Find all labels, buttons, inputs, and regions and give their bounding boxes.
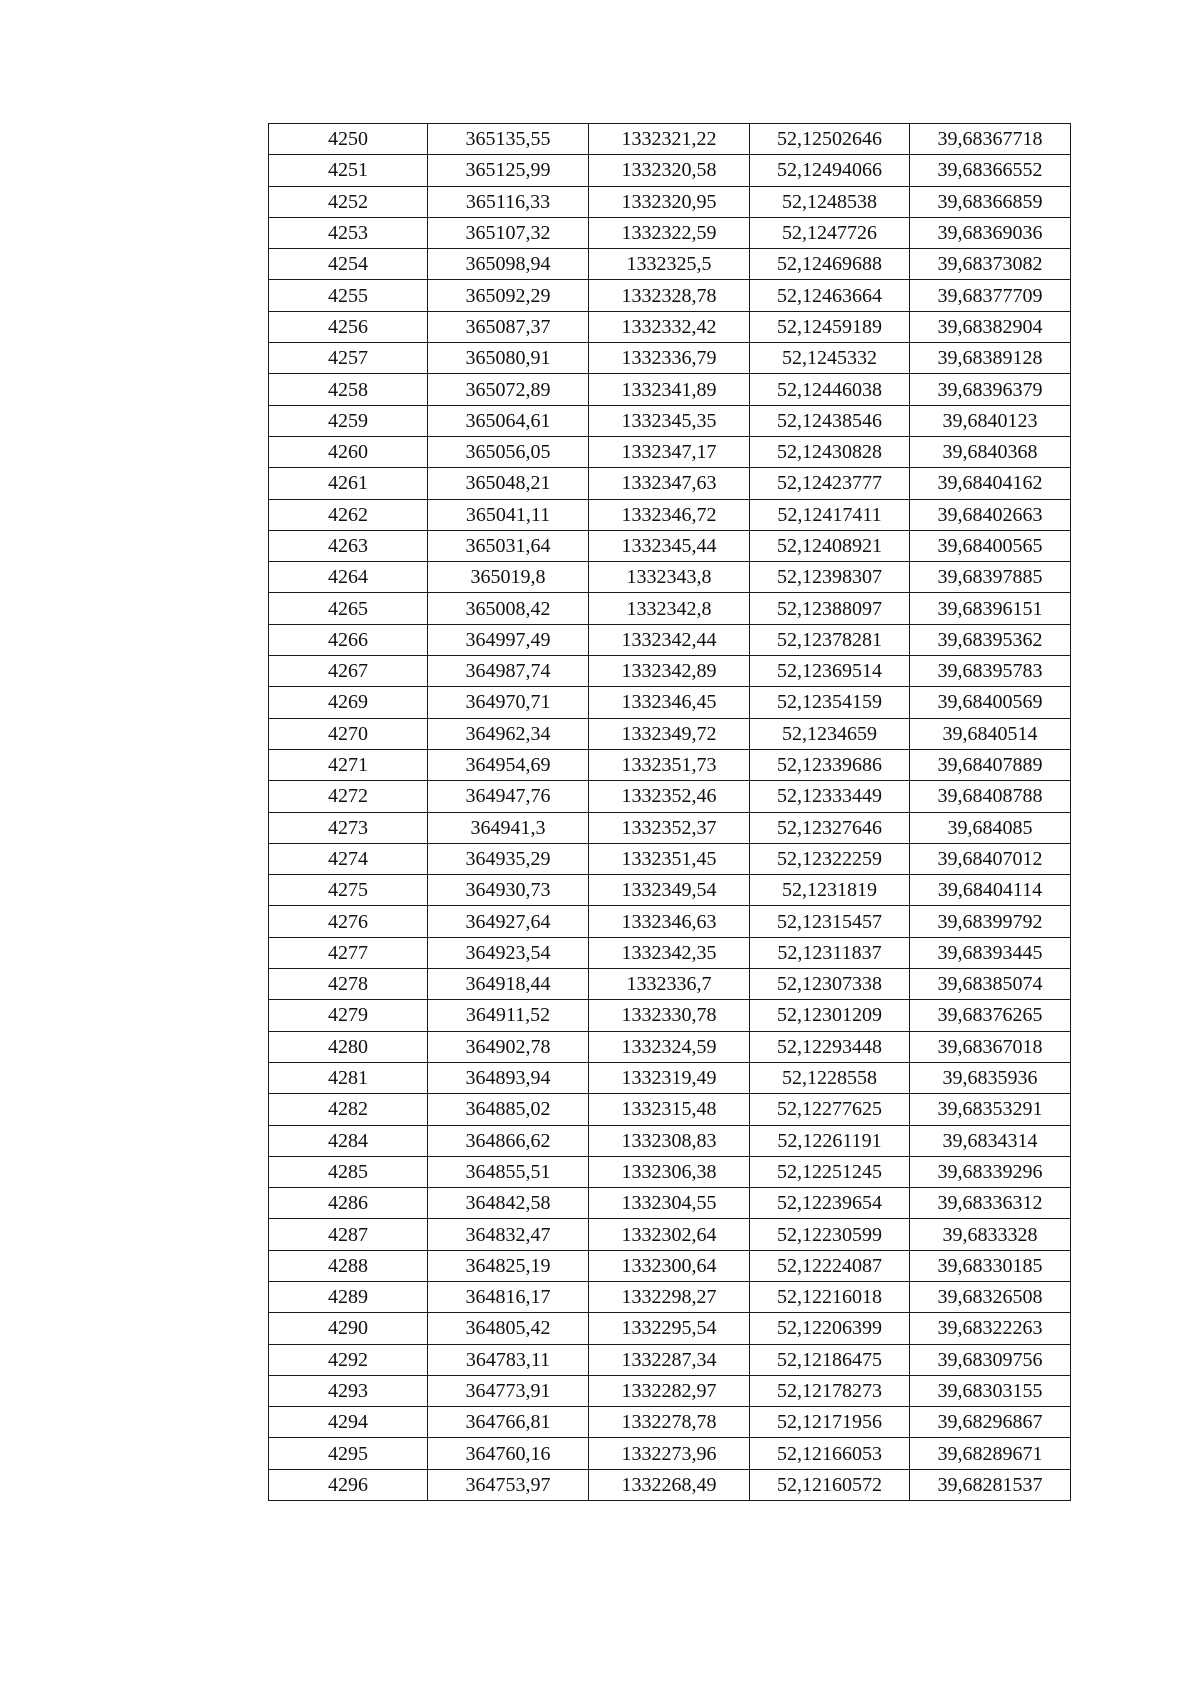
table-row [269,530,1071,561]
y-coordinate-cell: 1332345,35 [589,405,750,436]
table-row [269,374,1071,405]
latitude-cell: 52,12388097 [750,593,910,624]
table-row [269,843,1071,874]
latitude-cell: 52,12186475 [750,1344,910,1375]
point-number-cell: 4285 [269,1156,428,1187]
y-coordinate-cell: 1332315,48 [589,1094,750,1125]
point-number-cell: 4256 [269,311,428,342]
table-row [269,280,1071,311]
y-coordinate-cell: 1332273,96 [589,1438,750,1469]
point-number-cell: 4265 [269,593,428,624]
y-coordinate-cell: 1332349,72 [589,718,750,749]
latitude-cell: 52,12230599 [750,1219,910,1250]
x-coordinate-cell: 365125,99 [428,155,589,186]
x-coordinate-cell: 364753,97 [428,1469,589,1500]
point-number-cell: 4250 [269,124,428,155]
x-coordinate-cell: 364918,44 [428,969,589,1000]
point-number-cell: 4270 [269,718,428,749]
longitude-cell: 39,68408788 [910,781,1071,812]
y-coordinate-cell: 1332343,8 [589,562,750,593]
latitude-cell: 52,12494066 [750,155,910,186]
point-number-cell: 4281 [269,1062,428,1093]
y-coordinate-cell: 1332320,58 [589,155,750,186]
x-coordinate-cell: 364970,71 [428,687,589,718]
x-coordinate-cell: 365064,61 [428,405,589,436]
x-coordinate-cell: 365098,94 [428,249,589,280]
latitude-cell: 52,12239654 [750,1188,910,1219]
point-number-cell: 4277 [269,937,428,968]
table-row [269,1281,1071,1312]
point-number-cell: 4284 [269,1125,428,1156]
x-coordinate-cell: 364935,29 [428,843,589,874]
point-number-cell: 4296 [269,1469,428,1500]
point-number-cell: 4286 [269,1188,428,1219]
table-row [269,155,1071,186]
x-coordinate-cell: 364930,73 [428,875,589,906]
table-row [269,1062,1071,1093]
point-number-cell: 4263 [269,530,428,561]
x-coordinate-cell: 365092,29 [428,280,589,311]
latitude-cell: 52,12369514 [750,656,910,687]
y-coordinate-cell: 1332352,46 [589,781,750,812]
point-number-cell: 4255 [269,280,428,311]
latitude-cell: 52,12339686 [750,749,910,780]
point-number-cell: 4293 [269,1375,428,1406]
longitude-cell: 39,68389128 [910,343,1071,374]
longitude-cell: 39,6835936 [910,1062,1071,1093]
table-row [269,249,1071,280]
table-row [269,937,1071,968]
y-coordinate-cell: 1332345,44 [589,530,750,561]
latitude-cell: 52,12378281 [750,624,910,655]
y-coordinate-cell: 1332319,49 [589,1062,750,1093]
longitude-cell: 39,68373082 [910,249,1071,280]
table-row [269,499,1071,530]
table-row [269,1031,1071,1062]
y-coordinate-cell: 1332332,42 [589,311,750,342]
y-coordinate-cell: 1332349,54 [589,875,750,906]
table-row [269,186,1071,217]
x-coordinate-cell: 365048,21 [428,468,589,499]
longitude-cell: 39,6840514 [910,718,1071,749]
y-coordinate-cell: 1332351,45 [589,843,750,874]
latitude-cell: 52,1234659 [750,718,910,749]
point-number-cell: 4253 [269,217,428,248]
y-coordinate-cell: 1332342,89 [589,656,750,687]
point-number-cell: 4264 [269,562,428,593]
latitude-cell: 52,12224087 [750,1250,910,1281]
longitude-cell: 39,68366859 [910,186,1071,217]
x-coordinate-cell: 365087,37 [428,311,589,342]
point-number-cell: 4274 [269,843,428,874]
x-coordinate-cell: 364893,94 [428,1062,589,1093]
y-coordinate-cell: 1332306,38 [589,1156,750,1187]
x-coordinate-cell: 364947,76 [428,781,589,812]
table-row [269,1344,1071,1375]
latitude-cell: 52,12502646 [750,124,910,155]
longitude-cell: 39,68400565 [910,530,1071,561]
x-coordinate-cell: 364766,81 [428,1407,589,1438]
point-number-cell: 4276 [269,906,428,937]
point-number-cell: 4289 [269,1281,428,1312]
x-coordinate-cell: 365019,8 [428,562,589,593]
table-row [269,1375,1071,1406]
x-coordinate-cell: 364805,42 [428,1313,589,1344]
table-row [269,468,1071,499]
latitude-cell: 52,12307338 [750,969,910,1000]
x-coordinate-cell: 364825,19 [428,1250,589,1281]
x-coordinate-cell: 364760,16 [428,1438,589,1469]
latitude-cell: 52,12322259 [750,843,910,874]
x-coordinate-cell: 365041,11 [428,499,589,530]
y-coordinate-cell: 1332346,72 [589,499,750,530]
table-row [269,593,1071,624]
longitude-cell: 39,68393445 [910,937,1071,968]
longitude-cell: 39,68369036 [910,217,1071,248]
longitude-cell: 39,68397885 [910,562,1071,593]
longitude-cell: 39,68330185 [910,1250,1071,1281]
point-number-cell: 4269 [269,687,428,718]
x-coordinate-cell: 364816,17 [428,1281,589,1312]
longitude-cell: 39,68399792 [910,906,1071,937]
x-coordinate-cell: 364902,78 [428,1031,589,1062]
latitude-cell: 52,12417411 [750,499,910,530]
point-number-cell: 4262 [269,499,428,530]
longitude-cell: 39,68322263 [910,1313,1071,1344]
x-coordinate-cell: 365116,33 [428,186,589,217]
longitude-cell: 39,6840123 [910,405,1071,436]
table-row [269,405,1071,436]
longitude-cell: 39,68377709 [910,280,1071,311]
y-coordinate-cell: 1332298,27 [589,1281,750,1312]
longitude-cell: 39,68404114 [910,875,1071,906]
latitude-cell: 52,1247726 [750,217,910,248]
table-row [269,1125,1071,1156]
point-number-cell: 4272 [269,781,428,812]
longitude-cell: 39,68336312 [910,1188,1071,1219]
table-row [269,687,1071,718]
x-coordinate-cell: 364987,74 [428,656,589,687]
longitude-cell: 39,68281537 [910,1469,1071,1500]
x-coordinate-cell: 364832,47 [428,1219,589,1250]
latitude-cell: 52,12166053 [750,1438,910,1469]
table-row [269,1469,1071,1500]
table-row [269,1219,1071,1250]
latitude-cell: 52,1245332 [750,343,910,374]
point-number-cell: 4254 [269,249,428,280]
point-number-cell: 4258 [269,374,428,405]
x-coordinate-cell: 364842,58 [428,1188,589,1219]
point-number-cell: 4251 [269,155,428,186]
latitude-cell: 52,12327646 [750,812,910,843]
latitude-cell: 52,12311837 [750,937,910,968]
x-coordinate-cell: 364923,54 [428,937,589,968]
y-coordinate-cell: 1332304,55 [589,1188,750,1219]
longitude-cell: 39,68385074 [910,969,1071,1000]
y-coordinate-cell: 1332328,78 [589,280,750,311]
table-row [269,217,1071,248]
x-coordinate-cell: 364773,91 [428,1375,589,1406]
point-number-cell: 4280 [269,1031,428,1062]
table-row [269,875,1071,906]
table-row [269,124,1071,155]
x-coordinate-cell: 365056,05 [428,436,589,467]
point-number-cell: 4266 [269,624,428,655]
point-number-cell: 4273 [269,812,428,843]
point-number-cell: 4288 [269,1250,428,1281]
point-number-cell: 4279 [269,1000,428,1031]
latitude-cell: 52,12469688 [750,249,910,280]
latitude-cell: 52,12408921 [750,530,910,561]
longitude-cell: 39,68309756 [910,1344,1071,1375]
y-coordinate-cell: 1332302,64 [589,1219,750,1250]
longitude-cell: 39,68382904 [910,311,1071,342]
longitude-cell: 39,68339296 [910,1156,1071,1187]
x-coordinate-cell: 364941,3 [428,812,589,843]
x-coordinate-cell: 364885,02 [428,1094,589,1125]
longitude-cell: 39,68396151 [910,593,1071,624]
x-coordinate-cell: 364927,64 [428,906,589,937]
x-coordinate-cell: 365107,32 [428,217,589,248]
point-number-cell: 4275 [269,875,428,906]
longitude-cell: 39,68366552 [910,155,1071,186]
longitude-cell: 39,68396379 [910,374,1071,405]
latitude-cell: 52,12463664 [750,280,910,311]
table-row [269,749,1071,780]
table-row [269,656,1071,687]
x-coordinate-cell: 365072,89 [428,374,589,405]
x-coordinate-cell: 365080,91 [428,343,589,374]
latitude-cell: 52,12315457 [750,906,910,937]
point-number-cell: 4260 [269,436,428,467]
longitude-cell: 39,68367718 [910,124,1071,155]
latitude-cell: 52,1231819 [750,875,910,906]
y-coordinate-cell: 1332330,78 [589,1000,750,1031]
longitude-cell: 39,68395783 [910,656,1071,687]
y-coordinate-cell: 1332352,37 [589,812,750,843]
point-number-cell: 4295 [269,1438,428,1469]
latitude-cell: 52,12354159 [750,687,910,718]
latitude-cell: 52,12277625 [750,1094,910,1125]
latitude-cell: 52,12446038 [750,374,910,405]
y-coordinate-cell: 1332325,5 [589,249,750,280]
latitude-cell: 52,12459189 [750,311,910,342]
longitude-cell: 39,68407012 [910,843,1071,874]
latitude-cell: 52,12261191 [750,1125,910,1156]
point-number-cell: 4282 [269,1094,428,1125]
latitude-cell: 52,1228558 [750,1062,910,1093]
longitude-cell: 39,68303155 [910,1375,1071,1406]
y-coordinate-cell: 1332278,78 [589,1407,750,1438]
latitude-cell: 52,12178273 [750,1375,910,1406]
y-coordinate-cell: 1332322,59 [589,217,750,248]
point-number-cell: 4257 [269,343,428,374]
y-coordinate-cell: 1332347,17 [589,436,750,467]
y-coordinate-cell: 1332324,59 [589,1031,750,1062]
table-row [269,436,1071,467]
table-row [269,812,1071,843]
table-row [269,781,1071,812]
table-row [269,311,1071,342]
y-coordinate-cell: 1332342,8 [589,593,750,624]
longitude-cell: 39,68353291 [910,1094,1071,1125]
point-number-cell: 4259 [269,405,428,436]
coordinates-table-body [269,124,1071,1501]
table-row [269,1313,1071,1344]
longitude-cell: 39,68367018 [910,1031,1071,1062]
point-number-cell: 4287 [269,1219,428,1250]
longitude-cell: 39,68404162 [910,468,1071,499]
y-coordinate-cell: 1332295,54 [589,1313,750,1344]
longitude-cell: 39,68400569 [910,687,1071,718]
x-coordinate-cell: 365031,64 [428,530,589,561]
latitude-cell: 52,1248538 [750,186,910,217]
y-coordinate-cell: 1332347,63 [589,468,750,499]
y-coordinate-cell: 1332346,45 [589,687,750,718]
table-row [269,624,1071,655]
table-row [269,718,1071,749]
longitude-cell: 39,684085 [910,812,1071,843]
x-coordinate-cell: 364911,52 [428,1000,589,1031]
latitude-cell: 52,12430828 [750,436,910,467]
latitude-cell: 52,12438546 [750,405,910,436]
point-number-cell: 4294 [269,1407,428,1438]
table-row [269,1407,1071,1438]
latitude-cell: 52,12206399 [750,1313,910,1344]
latitude-cell: 52,12398307 [750,562,910,593]
latitude-cell: 52,12160572 [750,1469,910,1500]
point-number-cell: 4267 [269,656,428,687]
latitude-cell: 52,12251245 [750,1156,910,1187]
longitude-cell: 39,68326508 [910,1281,1071,1312]
point-number-cell: 4290 [269,1313,428,1344]
x-coordinate-cell: 364866,62 [428,1125,589,1156]
latitude-cell: 52,12171956 [750,1407,910,1438]
table-row [269,1250,1071,1281]
table-row [269,1438,1071,1469]
longitude-cell: 39,68376265 [910,1000,1071,1031]
y-coordinate-cell: 1332287,34 [589,1344,750,1375]
longitude-cell: 39,68296867 [910,1407,1071,1438]
y-coordinate-cell: 1332346,63 [589,906,750,937]
latitude-cell: 52,12333449 [750,781,910,812]
y-coordinate-cell: 1332321,22 [589,124,750,155]
y-coordinate-cell: 1332336,79 [589,343,750,374]
y-coordinate-cell: 1332351,73 [589,749,750,780]
point-number-cell: 4261 [269,468,428,499]
point-number-cell: 4278 [269,969,428,1000]
latitude-cell: 52,12301209 [750,1000,910,1031]
x-coordinate-cell: 364783,11 [428,1344,589,1375]
x-coordinate-cell: 364997,49 [428,624,589,655]
longitude-cell: 39,68395362 [910,624,1071,655]
longitude-cell: 39,68402663 [910,499,1071,530]
point-number-cell: 4292 [269,1344,428,1375]
x-coordinate-cell: 365008,42 [428,593,589,624]
x-coordinate-cell: 364954,69 [428,749,589,780]
y-coordinate-cell: 1332268,49 [589,1469,750,1500]
longitude-cell: 39,6833328 [910,1219,1071,1250]
y-coordinate-cell: 1332300,64 [589,1250,750,1281]
table-row [269,1094,1071,1125]
latitude-cell: 52,12216018 [750,1281,910,1312]
table-row [269,1188,1071,1219]
x-coordinate-cell: 365135,55 [428,124,589,155]
y-coordinate-cell: 1332320,95 [589,186,750,217]
x-coordinate-cell: 364855,51 [428,1156,589,1187]
longitude-cell: 39,68407889 [910,749,1071,780]
coordinates-table [268,123,1071,1501]
y-coordinate-cell: 1332308,83 [589,1125,750,1156]
y-coordinate-cell: 1332342,44 [589,624,750,655]
table-row [269,906,1071,937]
y-coordinate-cell: 1332336,7 [589,969,750,1000]
table-row [269,343,1071,374]
longitude-cell: 39,68289671 [910,1438,1071,1469]
x-coordinate-cell: 364962,34 [428,718,589,749]
y-coordinate-cell: 1332341,89 [589,374,750,405]
table-row [269,562,1071,593]
table-row [269,969,1071,1000]
y-coordinate-cell: 1332342,35 [589,937,750,968]
longitude-cell: 39,6834314 [910,1125,1071,1156]
point-number-cell: 4252 [269,186,428,217]
longitude-cell: 39,6840368 [910,436,1071,467]
latitude-cell: 52,12293448 [750,1031,910,1062]
table-row [269,1000,1071,1031]
point-number-cell: 4271 [269,749,428,780]
y-coordinate-cell: 1332282,97 [589,1375,750,1406]
latitude-cell: 52,12423777 [750,468,910,499]
table-row [269,1156,1071,1187]
